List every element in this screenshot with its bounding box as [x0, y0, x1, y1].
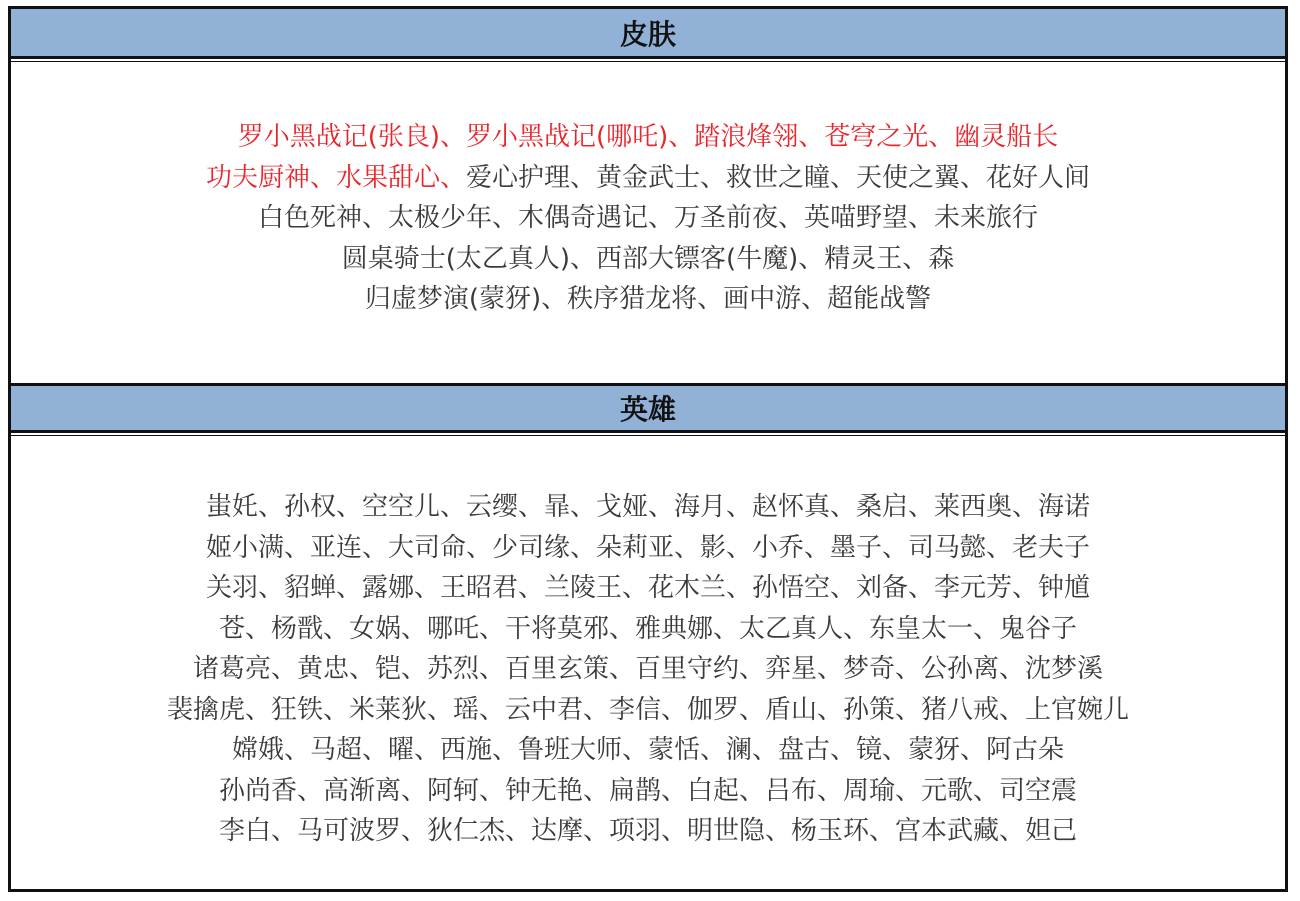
skins-line-3: 白色死神、太极少年、木偶奇遇记、万圣前夜、英喵野望、未来旅行	[257, 203, 1038, 233]
skins-line-2-rest: 爱心护理、黄金武士、救世之瞳、天使之翼、花好人间	[466, 162, 1091, 193]
heroes-line: 李白、马可波罗、狄仁杰、达摩、项羽、明世隐、杨玉环、宫本武藏、妲己	[218, 816, 1077, 846]
heroes-line: 诸葛亮、黄忠、铠、苏烈、百里玄策、百里守约、弈星、梦奇、公孙离、沈梦溪	[192, 654, 1103, 684]
skins-line-2-highlight: 功夫厨神、水果甜心、	[205, 162, 466, 193]
skins-line-2	[11, 158, 1285, 199]
skins-line-4: 圆桌骑士(太乙真人)、西部大镖客(牛魔)、精灵王、森	[341, 243, 955, 274]
heroes-list	[11, 487, 1285, 852]
skins-line-5: 归虚梦演(蒙犽)、秩序猎龙将、画中游、超能战警	[364, 284, 932, 314]
heroes-header	[11, 383, 1285, 433]
heroes-line: 姬小满、亚连、大司命、少司缘、朵莉亚、影、小乔、墨子、司马懿、老夫子	[205, 532, 1090, 563]
skins-header	[11, 9, 1285, 59]
heroes-line: 裴擒虎、狂铁、米莱狄、瑶、云中君、李信、伽罗、盾山、孙策、猪八戒、上官婉儿	[166, 694, 1129, 725]
heroes-line: 蚩奼、孙权、空空儿、云缨、暃、戈娅、海月、赵怀真、桑启、莱西奥、海诺	[205, 492, 1090, 522]
list-frame	[8, 6, 1288, 892]
skins-line-1: 罗小黑战记(张良)、罗小黑战记(哪吒)、踏浪烽翎、苍穹之光、幽灵船长	[237, 122, 1059, 152]
skins-list	[11, 117, 1285, 320]
heroes-line: 关羽、貂蝉、露娜、王昭君、兰陵王、花木兰、孙悟空、刘备、李元芳、钟馗	[205, 573, 1090, 603]
heroes-line: 孙尚香、高渐离、阿轲、钟无艳、扁鹊、白起、吕布、周瑜、元歌、司空震	[218, 775, 1077, 806]
heroes-line: 苍、杨戬、女娲、哪吒、干将莫邪、雅典娜、太乙真人、东皇太一、鬼谷子	[218, 613, 1077, 644]
heroes-title: 英雄	[619, 393, 676, 426]
heroes-line: 嫦娥、马超、曜、西施、鲁班大师、蒙恬、澜、盘古、镜、蒙犽、阿古朵	[231, 735, 1064, 765]
skins-title: 皮肤	[619, 17, 676, 51]
